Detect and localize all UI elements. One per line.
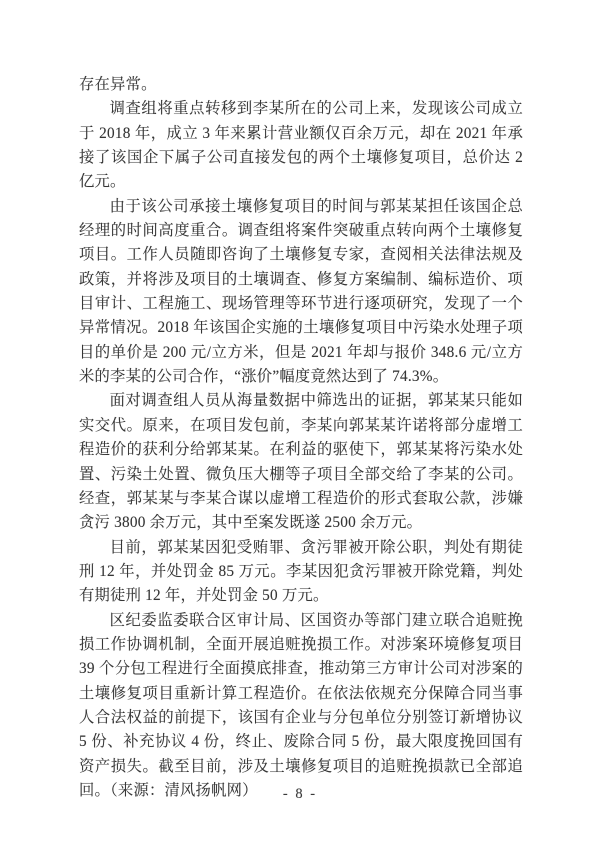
paragraph-continuation: 存在异常。	[79, 76, 157, 93]
paragraph-confession: 面对调查组人员从海量数据中筛选出的证据，郭某某只能如实交代。原来，在项目发包前，李某向郭某某许诺将部分虚增工程造价的获利分给郭某某。在利益的驱使下，郭某某将污染水处置、污染土处置、微负压大棚等子项目全部交给了李某的公司。经查，郭某某与李某合谋以虚增工程造价的形式套取公款，涉嫌贪污 3800 余万元，其中至案发既遂 2500 余万元。	[79, 392, 523, 532]
paragraph-sentencing: 目前，郭某某因犯受贿罪、贪污罪被开除公职，判处有期徒刑 12 年，并处罚金 85 万元。李某因犯贪污罪被开除党籍，判处有期徒刑 12 年，并处罚金 50 万元。	[79, 538, 523, 605]
document-body	[79, 73, 523, 803]
paragraph-asset-recovery: 区纪委监委联合区审计局、区国资办等部门建立联合追赃挽损工作协调机制，全面开展追赃挽损工作。对涉案环境修复项目 39 个分包工程进行全面摸底排查，推动第三方审计公司对涉案的土壤修复项目重新计算工程造价。在依法依规充分保障合同当事人合法权益的前提下，该国有企业与分包单位分别签订新增协议 5 份、补充协议 4 份，终止、废除合同 5 份，最大限度挽回国有资产损失。截至目前，涉及土壤修复项目的追赃挽损款已全部追回。（来源：清风扬帆网）	[79, 611, 523, 799]
paragraph-investigation-shift: 调查组将重点转移到李某所在的公司上来，发现该公司成立于 2018 年，成立 3 年来累计营业额仅百余万元，却在 2021 年承接了该国企下属子公司直接发包的两个土壤修复项目，总价达 2 亿元。	[79, 100, 523, 191]
page-number: - 8 -	[282, 786, 318, 802]
paragraph-project-analysis: 由于该公司承接土壤修复项目的时间与郭某某担任该国企总经理的时间高度重合。调查组将案件突破重点转向两个土壤修复项目。工作人员随即咨询了土壤修复专家，查阅相关法律法规及政策，并将涉及项目的土壤调查、修复方案编制、编标造价、项目审计、工程施工、现场管理等环节进行逐项研究，发现了一个异常情况。2018 年该国企实施的土壤修复项目中污染水处理子项目的单价是 200 元/立方米，但是 2021 年却与报价 348.6 元/立方米的李某的公司合作，“涨价”幅度竟然达到了 74.3%。	[79, 197, 523, 386]
